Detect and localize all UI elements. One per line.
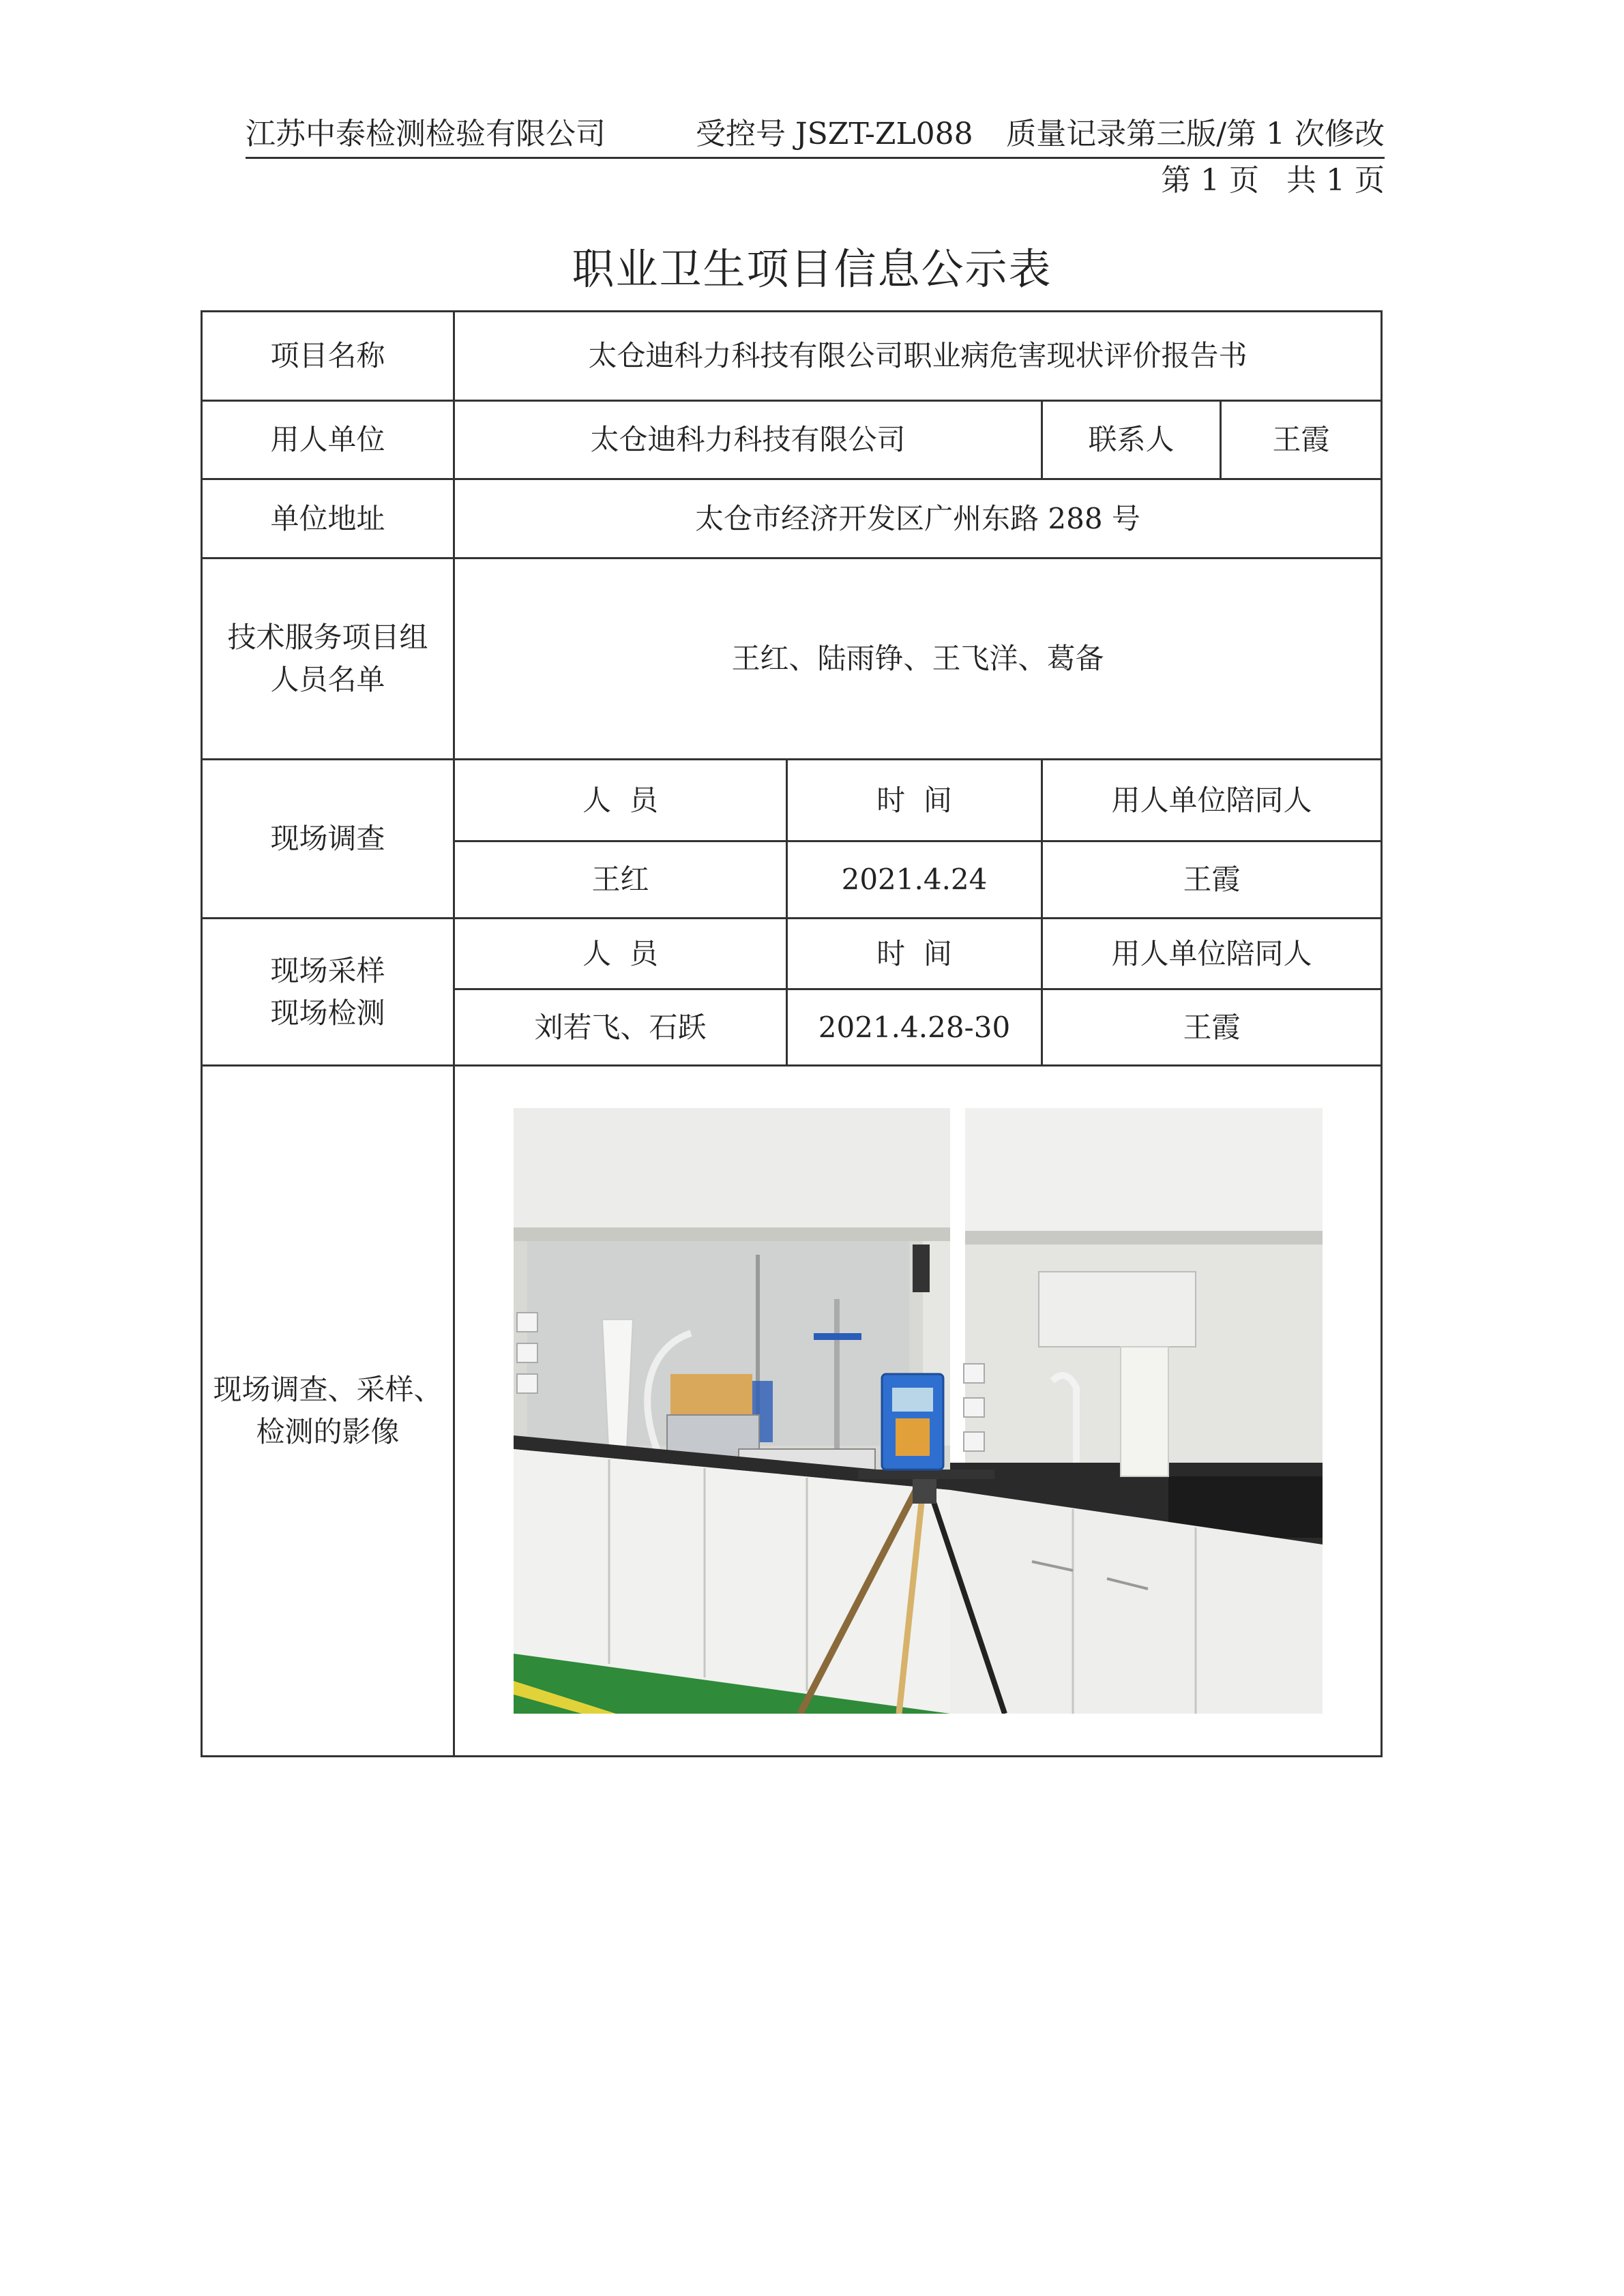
survey-col-person: 人 员 — [454, 760, 787, 841]
employer-label: 用人单位 — [202, 401, 454, 479]
row-employer — [202, 401, 1382, 479]
sampling-label-line2: 现场检测 — [270, 996, 385, 1030]
sampling-escort: 王霞 — [1042, 989, 1382, 1066]
project-info-table — [201, 310, 1383, 1757]
project-name-label: 项目名称 — [202, 312, 454, 401]
image-label — [202, 1066, 454, 1757]
total-pages: 共 1 页 — [1286, 163, 1385, 198]
row-survey-header — [202, 760, 1382, 841]
sampling-person: 刘若飞、石跃 — [454, 989, 787, 1066]
document-title: 职业卫生项目信息公示表 — [572, 244, 1052, 294]
control-number: 受控号 JSZT-ZL088 — [696, 117, 973, 151]
project-name-value: 太仓迪科力科技有限公司职业病危害现状评价报告书 — [454, 312, 1382, 401]
page-header — [246, 115, 1385, 159]
sampling-label-line1: 现场采样 — [270, 953, 385, 987]
survey-person: 王红 — [454, 841, 787, 919]
sampling-col-escort: 用人单位陪同人 — [1042, 919, 1382, 989]
sampling-time: 2021.4.28-30 — [787, 989, 1042, 1066]
image-label-line1: 现场调查、采样、 — [213, 1373, 443, 1406]
survey-time: 2021.4.24 — [787, 841, 1042, 919]
address-label: 单位地址 — [202, 479, 454, 558]
team-label — [202, 558, 454, 760]
image-label-line2: 检测的影像 — [256, 1415, 400, 1448]
company-name: 江苏中泰检测检验有限公司 — [246, 117, 606, 151]
sampling-col-time: 时 间 — [787, 919, 1042, 989]
contact-value: 王霞 — [1221, 401, 1382, 479]
edition-info: 质量记录第三版/第 1 次修改 — [1006, 117, 1385, 151]
address-value: 太仓市经济开发区广州东路 288 号 — [454, 479, 1382, 558]
sampling-col-person: 人 员 — [454, 919, 787, 989]
row-address — [202, 479, 1382, 558]
row-sampling-header — [202, 919, 1382, 989]
team-label-line2: 人员名单 — [270, 663, 385, 696]
team-members: 王红、陆雨铮、王飞洋、葛备 — [454, 558, 1382, 760]
sampling-label — [202, 919, 454, 1066]
lab-site-photo — [514, 1108, 1323, 1714]
survey-escort: 王霞 — [1042, 841, 1382, 919]
survey-col-escort: 用人单位陪同人 — [1042, 760, 1382, 841]
contact-label: 联系人 — [1042, 401, 1221, 479]
team-label-line1: 技术服务项目组 — [227, 621, 428, 654]
row-team — [202, 558, 1382, 760]
survey-label: 现场调查 — [202, 760, 454, 919]
image-cell — [454, 1066, 1382, 1757]
survey-col-time: 时 间 — [787, 760, 1042, 841]
current-page: 第 1 页 — [1161, 163, 1260, 198]
row-project-name — [202, 312, 1382, 401]
page-number — [1161, 155, 1385, 199]
row-images — [202, 1066, 1382, 1757]
employer-value: 太仓迪科力科技有限公司 — [454, 401, 1042, 479]
